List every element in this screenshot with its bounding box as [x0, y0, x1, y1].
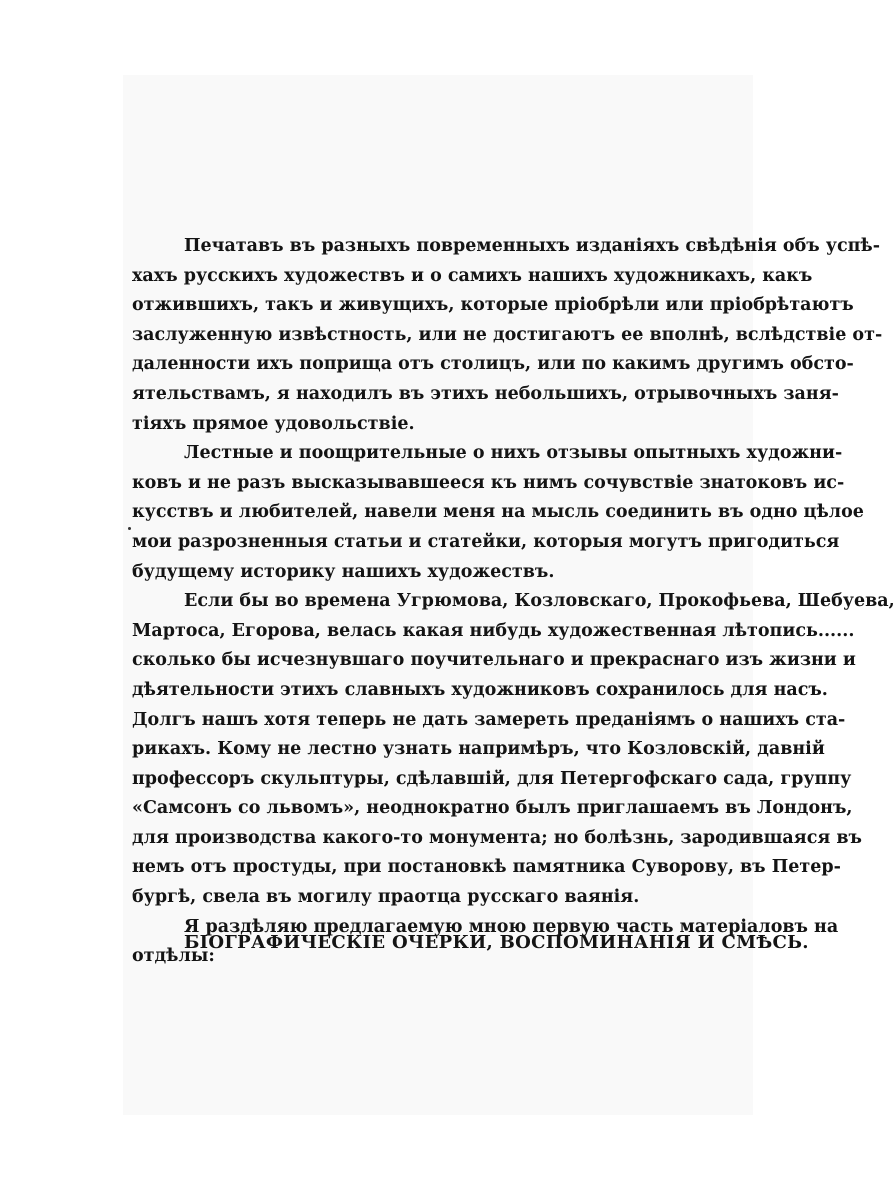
- text-line: тіяхъ прямое удовольствіе.: [132, 413, 415, 434]
- text-line: хахъ русскихъ художествъ и о самихъ нашихъ художникахъ, какъ: [132, 265, 813, 286]
- text-line: дѣятельности этихъ славныхъ художниковъ сохранилось для насъ.: [132, 679, 828, 700]
- text-line: для производства какого-то монумента; но болѣзнь, зародившаяся въ: [132, 827, 862, 848]
- text-line: рикахъ. Кому не лестно узнать напримѣръ, что Козловскій, давній: [132, 739, 825, 760]
- body-text: [132, 232, 895, 972]
- text-line: бургѣ, свела въ могилу праотца русскаго ваянія.: [132, 887, 640, 908]
- text-line: Я раздѣляю предлагаемую мною первую часть матеріаловъ на: [184, 916, 839, 937]
- text-line: «Самсонъ со львомъ», неоднократно былъ приглашаемъ въ Лондонъ,: [132, 798, 853, 819]
- text-line: Печатавъ въ разныхъ повременныхъ изданіяхъ свѣдѣнія объ успѣ-: [184, 236, 880, 256]
- text-line: даленности ихъ поприща отъ столицъ, или по какимъ другимъ обсто-: [132, 354, 854, 375]
- text-line: Долгъ нашъ хотя теперь не дать замереть преданіямъ о нашихъ ста-: [132, 709, 846, 730]
- text-line: профессоръ скульптуры, сдѣлавшій, для Петергофскаго сада, группу: [132, 768, 852, 789]
- text-line: Лестные и поощрительные о нихъ отзывы опытныхъ художни-: [184, 443, 843, 464]
- text-line: отжившихъ, такъ и живущихъ, которые пріобрѣли или пріобрѣтаютъ: [132, 295, 854, 316]
- text-line: кусствъ и любителей, навели меня на мысль соединить въ одно цѣлое: [132, 502, 864, 523]
- text-line: ятельствамъ, я находилъ въ этихъ небольшихъ, отрывочныхъ заня-: [132, 383, 839, 404]
- text-line: будущему историку нашихъ художествъ.: [132, 561, 555, 582]
- text-line: мои разрозненныя статьи и статейки, которыя могутъ пригодиться: [132, 531, 840, 552]
- text-line: немъ отъ простуды, при постановкѣ памятника Суворову, въ Петер-: [132, 857, 841, 878]
- text-line: ковъ и не разъ высказывавшееся къ нимъ сочувствіе знатоковъ ис-: [132, 472, 845, 493]
- text-line: заслуженную извѣстность, или не достигаютъ ее вполнѣ, вслѣдствіе от-: [132, 324, 883, 345]
- text-line: отдѣлы:: [132, 946, 215, 967]
- margin-mark: [128, 527, 131, 530]
- text-line: Если бы во времена Угрюмова, Козловскаго, Прокофьева, Шебуева,: [184, 591, 895, 612]
- text-line: сколько бы исчезнувшаго поучительнаго и прекраснаго изъ жизни и: [132, 650, 856, 671]
- section-heading: БІОГРАФИЧЕСКІЕ ОЧЕРКИ, ВОСПОМИНАНІЯ И СМѢСЬ.: [184, 932, 809, 953]
- text-line: Мартоса, Егорова, велась какая нибудь художественная лѣтопись......: [132, 620, 855, 641]
